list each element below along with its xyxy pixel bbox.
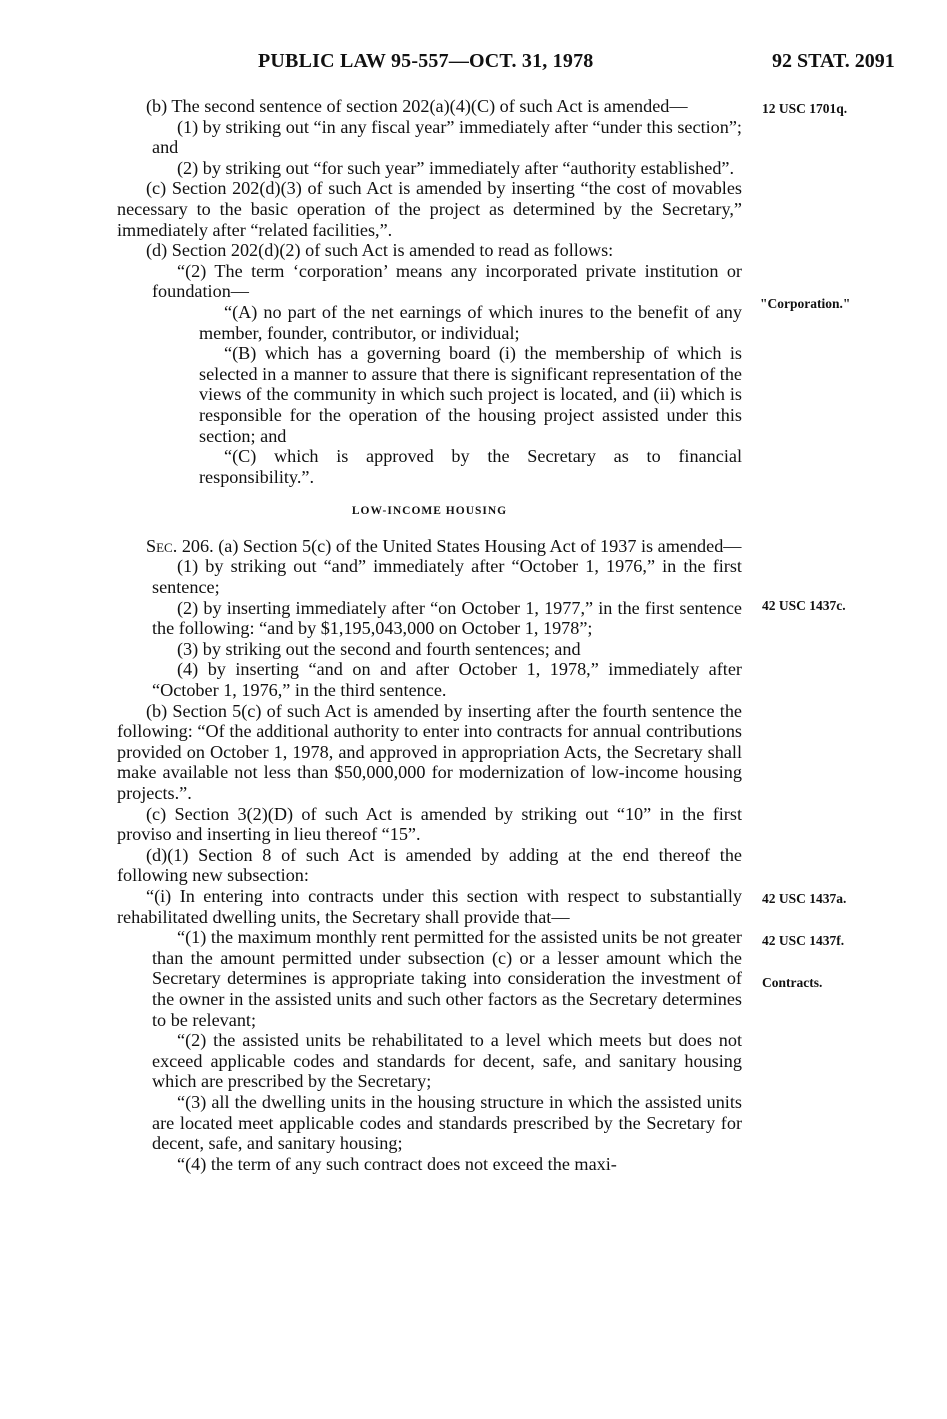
section-text: 206. (a) Section 5(c) of the United States Housing Act of 1937 is amended— (181, 535, 742, 556)
margin-note: "Corporation." (760, 296, 851, 311)
paragraph: “(1) the maximum monthly rent permitted for the assisted units be not greater than the amount permitted under subsection (c) or a lesser amount which the Secretary determines is appropriate taking into consideration the investment of the owner in the assisted units and such other factors as the Secretary determines to be relevant; (152, 927, 742, 1030)
paragraph: (d)(1) Section 8 of such Act is amended by adding at the end thereof the following new subsection: (117, 844, 742, 886)
margin-note: 12 USC 1701q. (762, 101, 848, 116)
body-text (117, 96, 742, 1174)
paragraph: (c) Section 202(d)(3) of such Act is amended by inserting “the cost of movables necessary to the basic operation of the project as determined by the Secretary,” immediately after “related facilities,”. (117, 178, 742, 240)
paragraph: (c) Section 3(2)(D) of such Act is amended by striking out “10” in the first proviso and inserting in lieu thereof “15”. (117, 803, 742, 845)
paragraph: “(i) In entering into contracts under this section with respect to substantially rehabilitated dwelling units, the Secretary shall provide that— (117, 885, 742, 927)
paragraph: (b) Section 5(c) of such Act is amended by inserting after the fourth sentence the following: “Of the additional authority to enter into contracts for annual contributions provided on October 1, 1978, and approved in appropriation Acts, the Secretary shall make available not less than $50,000,000 for modernization of low-income housing projects.”. (117, 700, 742, 803)
paragraph: “(4) the term of any such contract does not exceed the maxi- (177, 1153, 617, 1174)
paragraph: (1) by striking out “in any fiscal year” immediately after “under this section”; and (152, 116, 742, 158)
paragraph: “(2) the assisted units be rehabilitated to a level which meets but does not exceed applicable codes and standards for decent, safe, and sanitary housing which are prescribed by the Secretary; (152, 1030, 742, 1092)
section-label: Sec. (146, 535, 178, 556)
paragraph: “(2) The term ‘corporation’ means any incorporated private institution or foundation— (152, 260, 742, 302)
page-header-title: PUBLIC LAW 95-557—OCT. 31, 1978 (258, 50, 594, 72)
page-header-stat: 92 STAT. 2091 (772, 50, 895, 72)
paragraph: “(B) which has a governing board (i) the membership of which is selected in a manner to assure that there is significant representation of the views of the community in which such project is located, and (ii) which is responsible for the operation of the housing project assisted under this section; and (199, 343, 742, 446)
paragraph: (1) by striking out “and” immediately after “October 1, 1976,” in the first sentence; (152, 556, 742, 598)
paragraph: “(3) all the dwelling units in the housing structure in which the assisted units are located meet applicable codes and standards prescribed by the Secretary for decent, safe, and sanitary housing; (152, 1091, 742, 1154)
paragraph: (2) by striking out “for such year” immediately after “authority established”. (177, 157, 735, 178)
paragraph: (4) by inserting “and on and after October 1, 1978,” immediately after “October 1, 1976,” in the third sentence. (152, 659, 742, 701)
paragraph: (3) by striking out the second and fourth sentences; and (177, 638, 581, 659)
margin-note: Contracts. (762, 975, 823, 990)
paragraph: (2) by inserting immediately after “on October 1, 1977,” in the first sentence the following: “and by $1,195,043,000 on October 1, 1978”; (152, 597, 742, 639)
section-heading: LOW-INCOME HOUSING (351, 505, 508, 518)
margin-note: 42 USC 1437c. (762, 598, 846, 613)
paragraph (117, 536, 742, 557)
margin-note: 42 USC 1437f. (762, 933, 845, 948)
margin-note: 42 USC 1437a. (762, 891, 847, 906)
paragraph: “(A) no part of the net earnings of which inures to the benefit of any member, founder, contributor, or individual; (199, 301, 742, 343)
paragraph: “(C) which is approved by the Secretary as to financial responsibility.”. (199, 446, 742, 487)
paragraph: (b) The second sentence of section 202(a)(4)(C) of such Act is amended— (146, 96, 688, 116)
paragraph: (d) Section 202(d)(2) of such Act is amended to read as follows: (146, 240, 614, 261)
